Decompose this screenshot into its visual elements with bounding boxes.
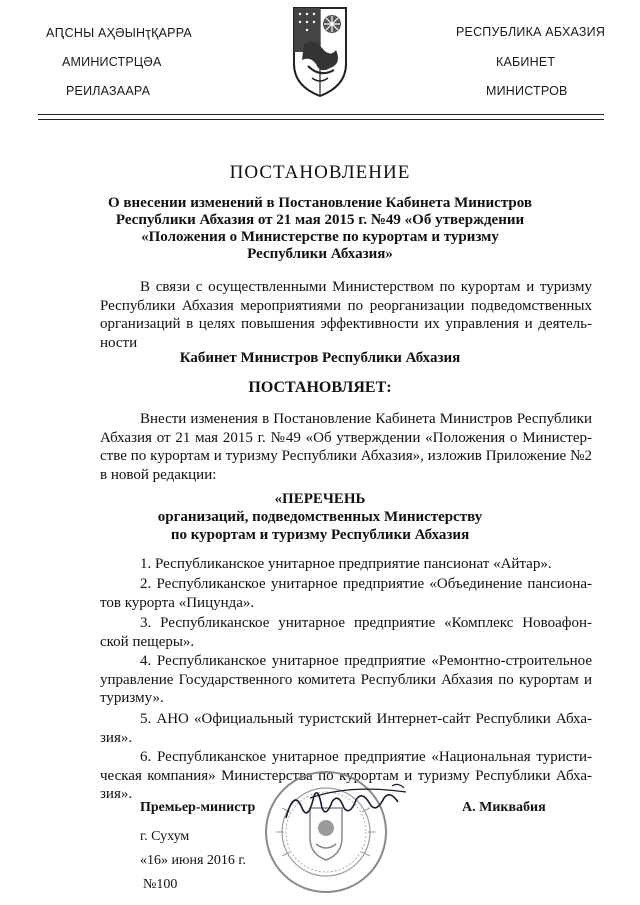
resolves-heading: ПОСТАНОВЛЯЕТ: [248,379,392,396]
list-item: 3. Республиканское унитарное предприятие «Комплекс Новоафон-ской пещеры». [100,615,592,650]
subject-line-3: «Положения о Министерстве по курортам и туризму [141,229,499,245]
header-rule-top [38,114,604,115]
header-rule-bottom [38,119,604,120]
coat-of-arms-emblem [290,4,350,98]
header-right-line-3: МИНИСТРОВ [486,84,568,98]
header-right-line-1: РЕСПУБЛИКА АБХАЗИЯ [456,25,606,39]
signatory-position: Премьер-министр [140,800,256,815]
header-right-line-2: КАБИНЕТ [496,55,556,69]
signing-place: г. Сухум [140,829,190,844]
document-subject [60,195,580,263]
list-title-line-2: организаций, подведомственных Министерству [157,509,483,525]
list-item: 2. Республиканское унитарное предприятие «Объединение пансиона-тов курорта «Пицунда». [100,576,592,611]
list-item: 4. Республиканское унитарное предприятие «Ремонтно-строительное управление Государственного комитета Республики Абхазия по курортам и туризму». [100,653,592,706]
signing-date: «16» июня 2016 г. [140,853,247,868]
header-left-line-2: АМИНИСТРЦӘА [62,55,162,69]
subject-line-1: О внесении изменений в Постановление Кабинета Министров [108,195,532,211]
subject-line-4: Республики Абхазия» [247,246,393,262]
main-text-paragraph: Внести изменения в Постановление Кабинета Министров Республики Абхазия от 21 мая 2015 г. №49 «Об утверждении «Положения о Министер-стве по курортам и туризму Республики Абхазия», изложив Приложение №2 в новой редакции: [100,411,592,483]
header-left-line-3: РЕИЛАЗААРА [66,84,151,98]
list-title-line-3: по курортам и туризму Республики Абхазия [170,527,470,543]
list-title-line-1: «ПЕРЕЧЕНЬ [274,491,366,507]
subject-line-2: Республики Абхазия от 21 мая 2015 г. №49 «Об утверждении [115,212,525,228]
document-number: №100 [143,877,178,892]
list-item: 1. Республиканское унитарное предприятие пансионат «Айтар». [140,556,552,572]
preamble-paragraph: В связи с осуществленными Министерством по курортам и туризму Республики Абхазия мероприятиями по реорганизации подведомственных организаций в целях повышения эффективности их управления и деятель-ности [100,279,592,351]
list-item: 5. АНО «Официальный туристский Интернет-сайт Республики Абха-зия». [100,711,592,746]
handwritten-signature [280,778,420,828]
document-title: ПОСТАНОВЛЕНИЕ [229,162,411,183]
body-name: Кабинет Министров Республики Абхазия [179,350,461,366]
list-title [60,490,580,544]
header-left-line-1: АԤСНЫ АҲӘЫНҭҚАРРА [46,26,192,40]
list-item: 6. Республиканское унитарное предприятие «Национальная туристи-ческая компания» Министерства по курортам и туризму Республики Абха-зия». [100,749,592,802]
signatory-name: А. Миквабия [462,800,546,815]
